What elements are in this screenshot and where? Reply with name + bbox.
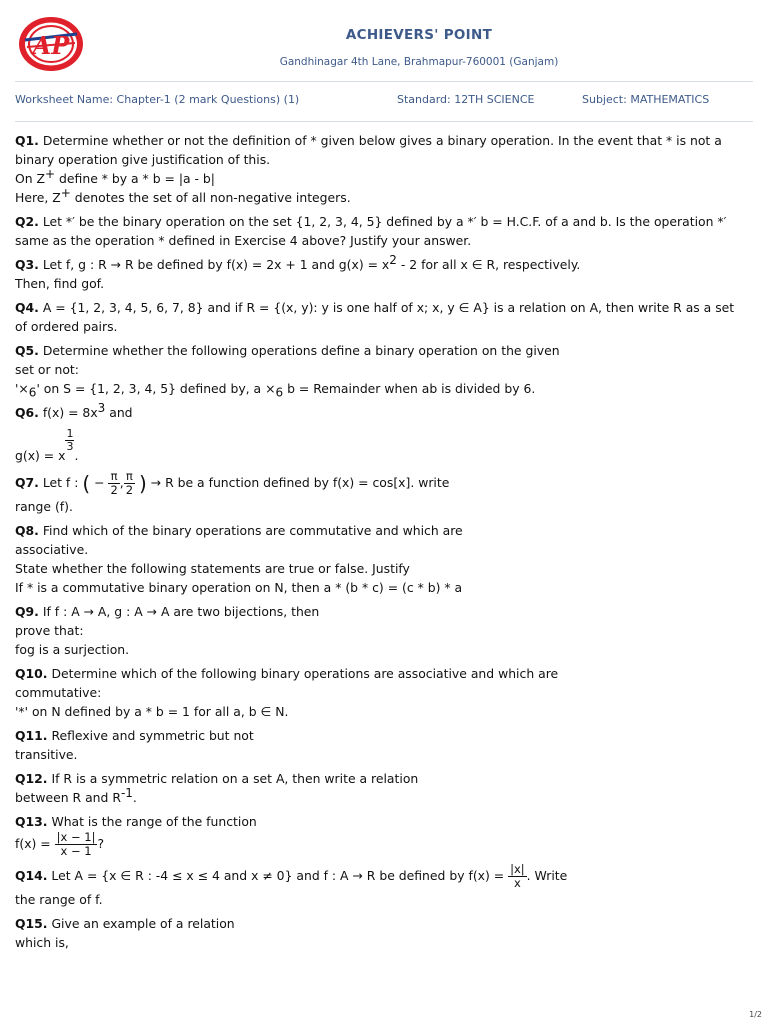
question-5: Q5. Determine whether the following operations define a binary operation on the given set or not: '×6' on S = {1, 2, 3, 4, 5} defined by, a ×6 b = Remainder when ab is divided by 6. [15, 343, 560, 400]
header-divider [15, 81, 753, 82]
question-3: Q3. Let f, g : R → R be defined by f(x) = 2x + 1 and g(x) = x2 - 2 for all x ∈ R, respectively. Then, find gof. [15, 252, 581, 291]
svg-text:AP: AP [32, 31, 70, 60]
header [0, 0, 768, 82]
standard-label: Standard: 12TH SCIENCE [397, 93, 535, 106]
subject-label: Subject: MATHEMATICS [582, 93, 710, 106]
question-11: Q11. Reflexive and symmetric but not transitive. [15, 728, 254, 762]
question-13: Q13. What is the range of the function f(x) = $\frac{|x - 1|}{x - 1}$ ? [15, 814, 257, 858]
question-10: Q10. Determine which of the following binary operations are associative and which are commutative: '*' on N defined by a * b = 1 for all a, b ∈ N. [15, 666, 559, 719]
question-list [15, 131, 750, 957]
question-7: Q7. Let f : ( − $\frac{\pi}{2}$ , $\frac{\pi}{2}$ ) → R be a function defined by f(x) = cos[x]. write range (f). [15, 469, 450, 514]
question-1: Q1. Determine whether or not the definition of * given below gives a binary operation. In the event that * is not a binary operation give justification of this. On Z+ define * by a * b = |a - b| Here, Z+ denotes the set of all non-negative integers. [15, 133, 722, 205]
exponent-fraction: $\frac{1}{3}$ [66, 427, 74, 453]
question-15: Q15. Give an example of a relation which is, [15, 916, 235, 950]
meta-divider [15, 121, 753, 122]
question-14: Q14. Let A = {x ∈ R : -4 ≤ x ≤ 4 and x ≠ 0} and f : A → R be defined by f(x) = $\frac{|x|}{x}$ . Write the range of f. [15, 862, 568, 907]
question-4: Q4. A = {1, 2, 3, 4, 5, 6, 7, 8} and if R = {(x, y): y is one half of x; x, y ∈ A} is a relation on A, then write R as a set of ordered pairs. [15, 300, 735, 334]
institute-title: ACHIEVERS' POINT [345, 27, 493, 43]
question-2: Q2. Let *′ be the binary operation on the set {1, 2, 3, 4, 5} defined by a *′ b = H.C.F. of a and b. Is the operation *′ same as the operation * defined in Exercise 4 above? Justify your answer. [15, 214, 727, 248]
institute-address: Gandhinagar 4th Lane, Brahmapur-760001 (Ganjam) [279, 56, 559, 68]
question-8: Q8. Find which of the binary operations are commutative and which are associative. State whether the following statements are true or false. Justify If * is a commutative binary operation on N, then a * (b * c) = (c * b) * a [15, 523, 463, 595]
worksheet-name: Worksheet Name: Chapter-1 (2 mark Questions) (1) [15, 93, 300, 106]
question-6: Q6. f(x) = 8x3 and g(x) = x $\frac{1}{3}$ . [15, 400, 133, 463]
question-12: Q12. If R is a symmetric relation on a set A, then write a relation between R and R-1. [15, 771, 419, 805]
page-number: 1/2 [749, 1010, 762, 1019]
question-9: Q9. If f : A → A, g : A → A are two bijections, then prove that: fog is a surjection. [15, 604, 320, 657]
